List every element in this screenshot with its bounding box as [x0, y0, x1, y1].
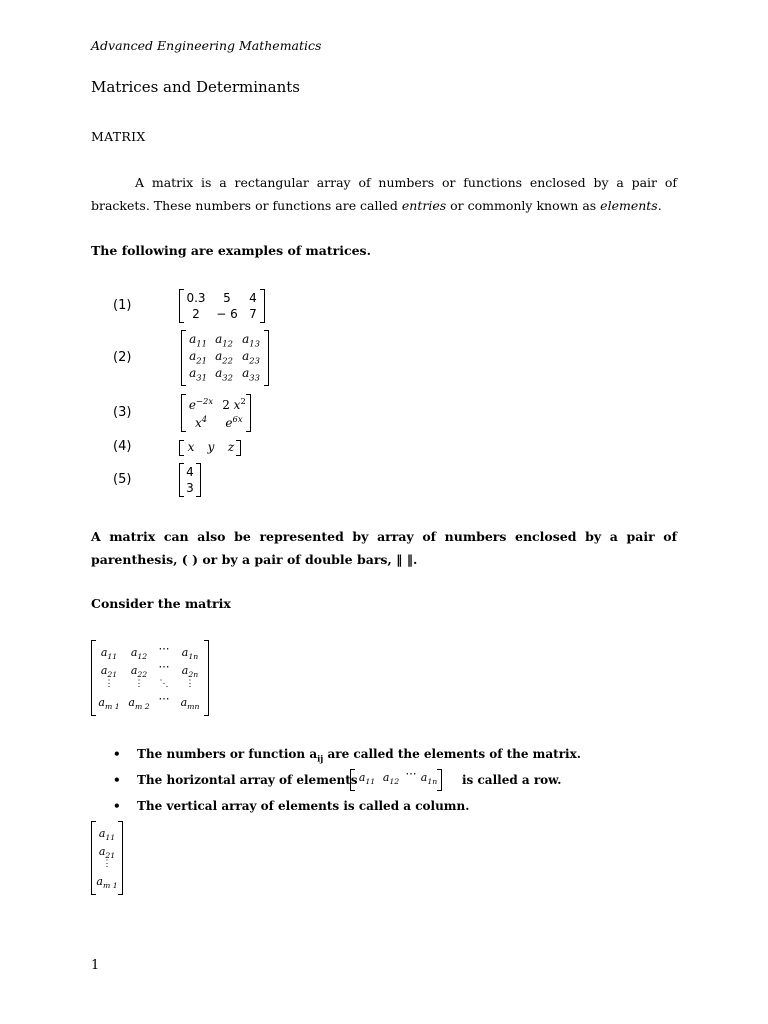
m2-cell-a23: $a_{23}$	[242, 349, 260, 366]
gm-cell-a21: $a_{21}$	[100, 664, 118, 680]
gm-cell-hdots: ⋯	[158, 642, 170, 655]
row-matrix	[350, 769, 442, 791]
column-matrix	[91, 821, 123, 895]
matrix-example-5	[179, 463, 201, 497]
matrix-example-3	[181, 394, 251, 432]
m2-cell-a12: $a_{12}$	[215, 332, 233, 349]
row-cell-a12: $a_{12}$	[382, 771, 400, 787]
m2-cell-a32: $a_{32}$	[215, 366, 233, 383]
page-number: 1	[91, 958, 100, 973]
bullet-dot: •	[113, 747, 121, 761]
example-label-2: (2)	[113, 350, 132, 365]
m2-cell-a21: $a_{21}$	[189, 349, 207, 366]
m2-cell-a13: $a_{13}$	[242, 332, 260, 349]
bullet-text-2	[137, 773, 358, 787]
example-label-4: (4)	[113, 439, 132, 454]
col-cell-a21: $a_{21}$	[98, 845, 116, 861]
row-cell-hdots: ⋯	[405, 767, 417, 780]
m4-cell: x	[187, 440, 195, 454]
gm-cell-amn: $a_{mn}$	[180, 696, 200, 712]
m3-cell-exp-neg2x: $e^{-2x}$	[188, 396, 214, 412]
intro-elements: elements	[600, 198, 658, 213]
example-label-3: (3)	[113, 405, 132, 420]
examples-intro: The following are examples of matrices.	[91, 243, 371, 258]
gm-cell-vdots: ⋮	[185, 679, 195, 689]
m1-cell: 5	[223, 291, 231, 305]
gm-cell-ddots: ⋱	[159, 679, 169, 689]
matrix-example-4	[179, 440, 241, 456]
general-matrix	[91, 640, 209, 716]
gm-cell-vdots: ⋮	[134, 679, 144, 689]
example-label-5: (5)	[113, 472, 132, 487]
m1-cell: 2	[192, 307, 200, 321]
m2-cell-a22: $a_{22}$	[215, 349, 233, 366]
bullet-1-sub: ij	[317, 753, 324, 764]
section-heading: MATRIX	[91, 129, 146, 144]
gm-cell-a22: $a_{22}$	[130, 664, 148, 680]
m4-cell: z	[227, 440, 235, 454]
bullet-1-post: are called the elements of the matrix.	[323, 747, 581, 761]
m5-cell: 4	[186, 465, 194, 479]
bullet-2-pre: The horizontal array of elements	[137, 773, 358, 787]
col-cell-a11: $a_{11}$	[98, 827, 116, 843]
consider-text: Consider the matrix	[91, 596, 231, 611]
representation-paragraph: A matrix can also be represented by array of numbers enclosed by a pair of parenthesis, ( ) or by a pair of double bars, ‖ ‖.	[91, 529, 677, 567]
bullet-dot: •	[113, 799, 121, 813]
gm-cell-a1n: $a_{1n}$	[181, 646, 199, 662]
row-cell-a1n: $a_{1n}$	[420, 771, 438, 787]
intro-paragraph	[91, 171, 677, 217]
m3-cell-exp-6x: $e^{6x}$	[225, 414, 243, 430]
row-cell-a11: $a_{11}$	[358, 771, 376, 787]
gm-cell-a12: $a_{12}$	[130, 646, 148, 662]
matrix-example-1	[179, 289, 265, 323]
m5-cell: 3	[186, 481, 194, 495]
running-header: Advanced Engineering Mathematics	[91, 38, 322, 53]
m1-cell: 7	[249, 307, 257, 321]
m3-cell-2x2: 2 $x^2$	[222, 396, 246, 412]
gm-cell-a11: $a_{11}$	[100, 646, 118, 662]
m1-cell: 0.3	[186, 291, 206, 305]
gm-cell-am2: $a_{m 2}$	[128, 696, 150, 712]
intro-part3: .	[657, 198, 662, 213]
bullet-1-pre: The numbers or function a	[137, 747, 318, 761]
m2-cell-a31: $a_{31}$	[189, 366, 207, 383]
intro-part2: or commonly known as	[446, 198, 601, 213]
gm-cell-am1: $a_{m 1}$	[98, 696, 120, 712]
m2-cell-a33: $a_{33}$	[242, 366, 260, 383]
bullet-text-1	[137, 747, 581, 763]
m4-cell: y	[207, 440, 215, 454]
m3-cell-x4: $x^4$	[194, 414, 208, 430]
bullet-dot: •	[113, 773, 121, 787]
page-title: Matrices and Determinants	[91, 78, 301, 96]
bullet-text-3: The vertical array of elements is called a column.	[137, 799, 470, 813]
intro-part1: A matrix is a rectangular array of numbers or functions enclosed by a pair of brackets. These numbers or functions are called	[91, 175, 677, 213]
bullet-2-post: is called a row.	[462, 773, 562, 787]
m2-cell-a11: $a_{11}$	[189, 332, 207, 349]
m1-cell: 4	[249, 291, 257, 305]
matrix-example-2	[181, 330, 269, 386]
m1-cell: − 6	[216, 307, 238, 321]
gm-cell-a2n: $a_{2n}$	[181, 664, 199, 680]
gm-cell-hdots: ⋯	[158, 692, 170, 705]
gm-cell-vdots: ⋮	[104, 679, 114, 689]
intro-entries: entries	[401, 198, 447, 213]
col-cell-am1: $a_{m 1}$	[96, 875, 118, 891]
gm-cell-hdots: ⋯	[158, 660, 170, 673]
example-label-1: (1)	[113, 298, 132, 313]
col-cell-vdots: ⋮	[102, 859, 112, 869]
